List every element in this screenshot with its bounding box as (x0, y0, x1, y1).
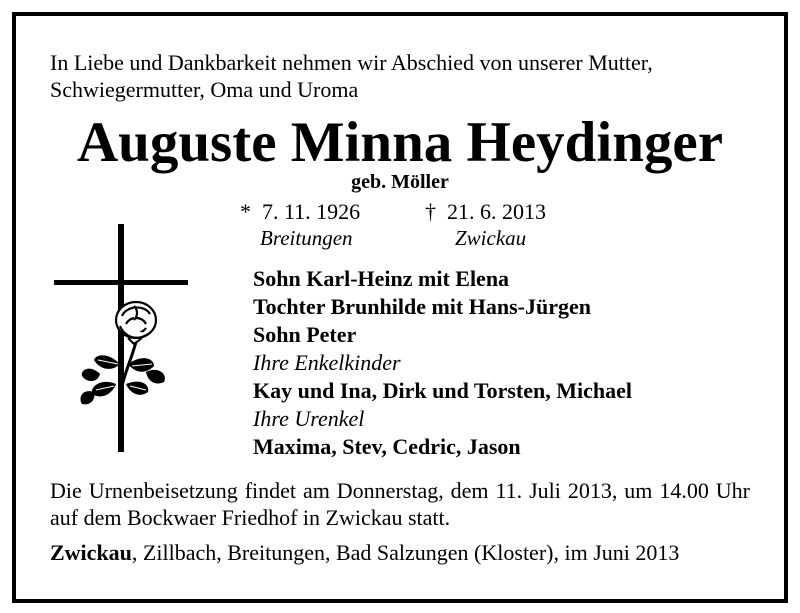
birth-date: 7. 11. 1926 (262, 199, 361, 224)
death-symbol: † (425, 199, 436, 224)
closing-line (50, 539, 755, 566)
birth-symbol: * (240, 199, 251, 224)
family-group-heading: Ihre Enkelkinder (253, 350, 401, 375)
deceased-name: Auguste Minna Heydinger (76, 111, 724, 174)
death-place: Zwickau (455, 226, 527, 250)
maiden-name: geb. Möller (351, 171, 449, 193)
birth-place: Breitungen (260, 226, 353, 250)
birth-info (240, 199, 380, 251)
family-member: Sohn Peter (253, 322, 357, 347)
family-member: Sohn Karl-Heinz mit Elena (253, 266, 510, 291)
closing-rest: , Zillbach, Breitungen, Bad Salzungen (Kloster), im Juni 2013 (131, 540, 680, 565)
family-member: Kay und Ina, Dirk und Torsten, Michael (253, 378, 632, 403)
family-group-heading: Ihre Urenkel (253, 406, 365, 431)
cross-with-rose-icon (50, 224, 190, 454)
family-member: Tochter Brunhilde mit Hans-Jürgen (253, 294, 591, 319)
family-list (253, 265, 773, 461)
closing-place: Zwickau (50, 540, 132, 565)
death-date: 21. 6. 2013 (447, 199, 546, 224)
death-info (425, 199, 565, 251)
burial-notice: Die Urnenbeisetzung findet am Donnerstag, dem 11. Juli 2013, um 14.00 Uhr auf dem Bockwaer Friedhof in Zwickau statt. (50, 478, 750, 530)
intro-text: In Liebe und Dankbarkeit nehmen wir Abschied von unserer Mutter, Schwiegermutter, Oma und Uroma (50, 50, 653, 102)
family-member: Maxima, Stev, Cedric, Jason (253, 434, 521, 459)
